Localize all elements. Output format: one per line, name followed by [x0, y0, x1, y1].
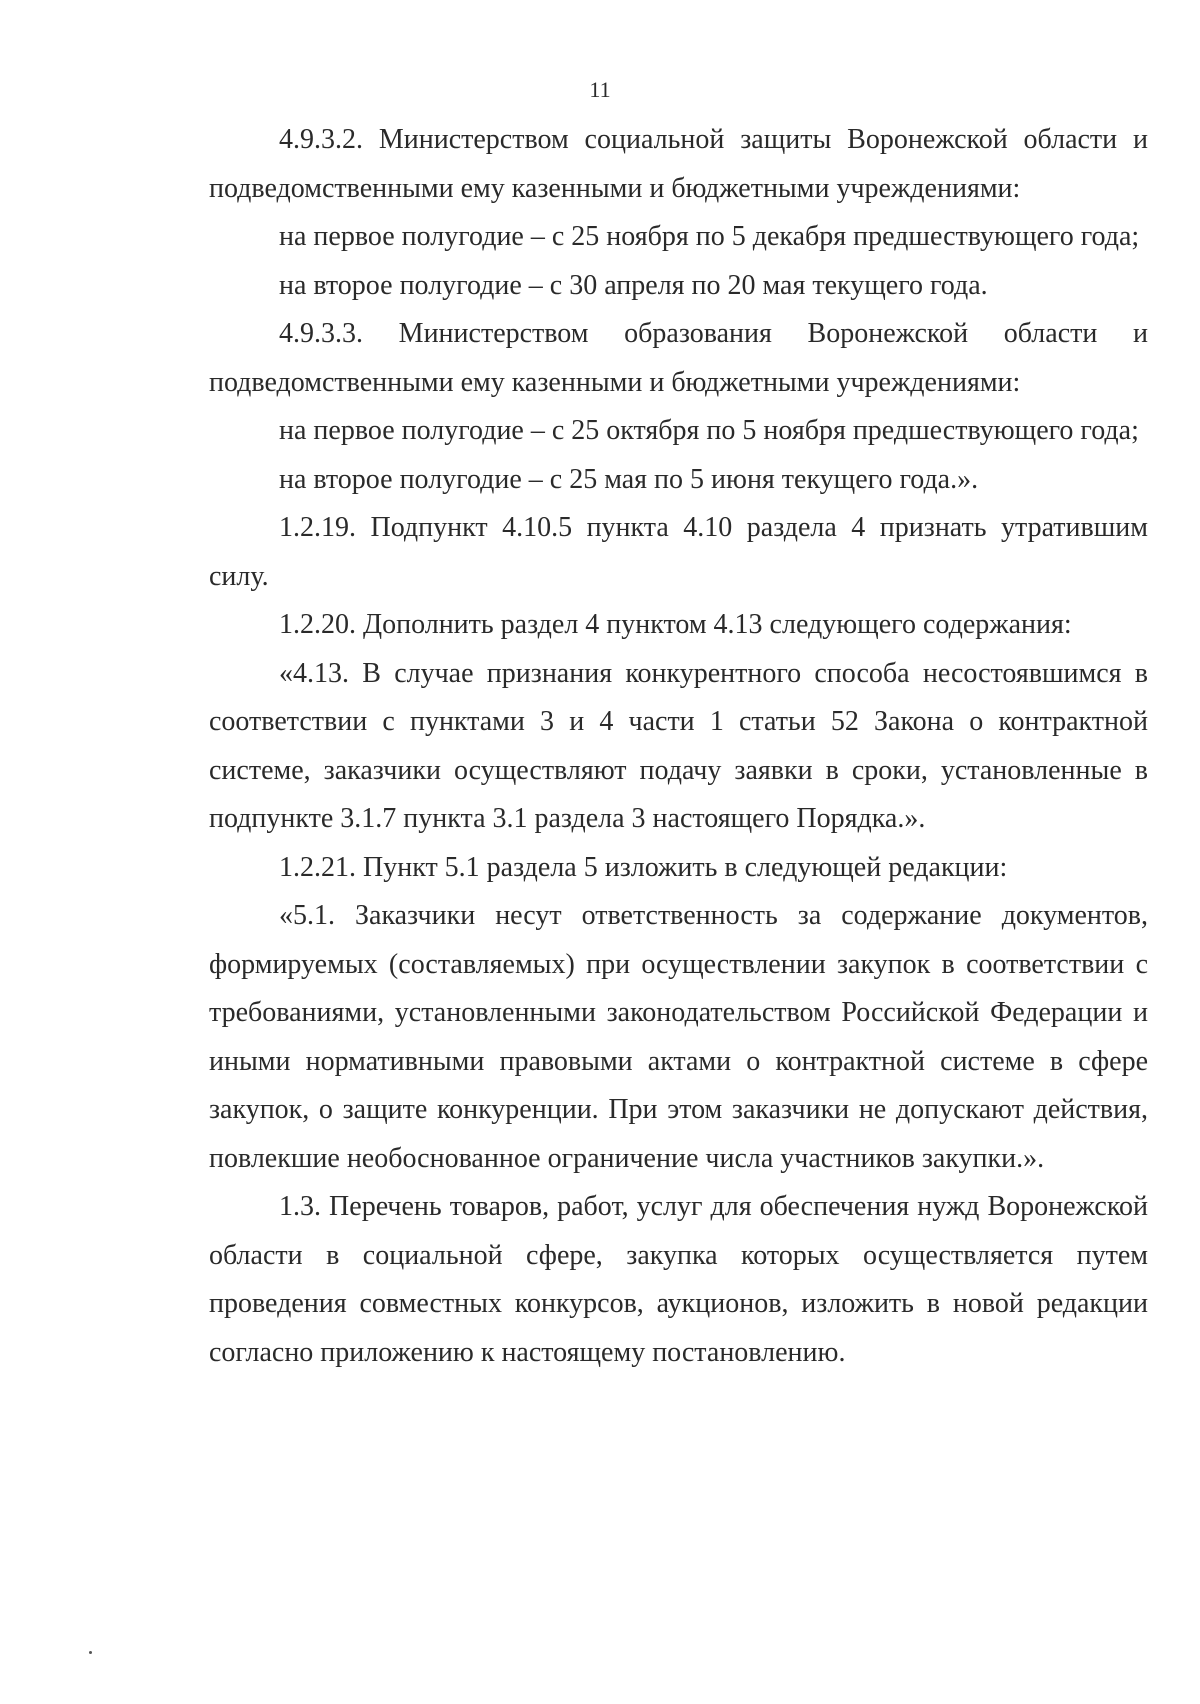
paragraph-1-3: 1.3. Перечень товаров, работ, услуг для обеспечения нужд Воронежской области в социальной сфере, закупка которых осуществляется путем проведения совместных конкурсов, аукционов, изложить в новой редакции согласно приложению к настоящему постановлению.: [209, 1191, 1148, 1368]
paragraph-second-half-year-social: на второе полугодие – с 30 апреля по 20 мая текущего года.: [279, 269, 988, 301]
paragraph-1-2-19: 1.2.19. Подпункт 4.10.5 пункта 4.10 раздела 4 признать утратившим силу.: [209, 512, 1148, 592]
paragraph-second-half-year-education: на второе полугодие – с 25 мая по 5 июня текущего года.».: [279, 463, 979, 495]
paragraph-4-13: «4.13. В случае признания конкурентного способа несостоявшимся в соответствии с пунктами 3 и 4 части 1 статьи 52 Закона о контрактной системе, заказчики осуществляют подачу заявки в сроки, установленные в подпункте 3.1.7 пункта 3.1 раздела 3 настоящего Порядка.».: [209, 657, 1148, 834]
document-body: [209, 116, 1148, 1377]
paragraph-4-9-3-3: 4.9.3.3. Министерством образования Воронежской области и подведомственными ему казенными и бюджетными учреждениями:: [209, 318, 1148, 398]
paragraph-first-half-year-social: на первое полугодие – с 25 ноября по 5 декабря предшествующего года;: [279, 221, 1140, 252]
paragraph-5-1: «5.1. Заказчики несут ответственность за содержание документов, формируемых (составляемых) при осуществлении закупок в соответствии с требованиями, установленными законодательством Российской Федерации и иными нормативными правовыми актами о контрактной системе в сфере закупок, о защите конкуренции. При этом заказчики не допускают действия, повлекшие необоснованное ограничение числа участников закупки.».: [209, 900, 1148, 1174]
paragraph-first-half-year-education: на первое полугодие – с 25 октября по 5 ноября предшествующего года;: [279, 415, 1139, 446]
paragraph-1-2-21: 1.2.21. Пункт 5.1 раздела 5 изложить в следующей редакции:: [279, 851, 1008, 883]
scan-speck: [89, 1651, 92, 1654]
paragraph-4-9-3-2: 4.9.3.2. Министерством социальной защиты Воронежской области и подведомственными ему казенными и бюджетными учреждениями:: [209, 124, 1148, 204]
paragraph-1-2-20: 1.2.20. Дополнить раздел 4 пунктом 4.13 следующего содержания:: [279, 609, 1072, 640]
page-number: 11: [589, 77, 611, 102]
